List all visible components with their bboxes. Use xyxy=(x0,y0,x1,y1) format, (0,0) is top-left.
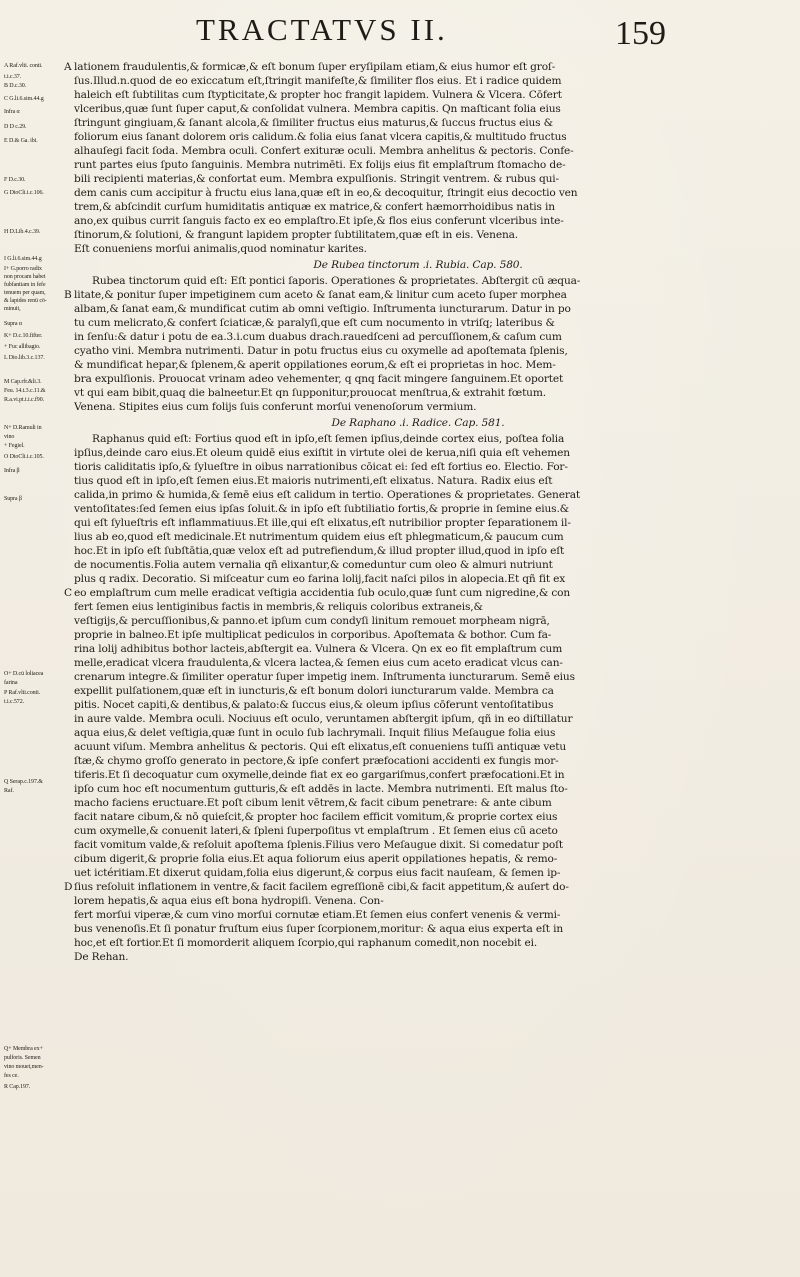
margin-note: O DioCli.i.c.105. xyxy=(4,454,44,460)
text-line: pitis. Nocet capiti,& dentibus,& palato:& ſuccus eius,& oleum ipſius cōferunt ventoſitatibus xyxy=(74,699,554,711)
text-line: fert ſemen eius lentiginibus factis in membris,& reliquis coloribus extraneis,& xyxy=(74,601,483,613)
margin-note: minuit, xyxy=(4,306,21,312)
text-line: acuunt viſum. Membra anhelitus & pectoris. Qui eſt elixatus,eſt conueniens tuſſi antiquæ vetu xyxy=(74,741,567,753)
text-line: ſus.Illud.n.quod de eo exiccatum eſt,ſtringit manifeſte,& ſimiliter flos eius. Et i radice quidem xyxy=(74,75,562,87)
margin-note: t.i.c.572. xyxy=(4,699,24,705)
text-line xyxy=(74,964,762,978)
text-line xyxy=(74,992,762,1006)
text-line xyxy=(74,1090,762,1104)
text-line: bra expulſionis. Prouocat vrinam adeo vehementer, q qnq facit mingere ſanguinem.Et oportet xyxy=(74,373,564,385)
margin-note: fubfantiam in fefe xyxy=(4,282,46,288)
text-line: in aure valde. Membra oculi. Nociuus eſt oculo, veruntamen abſtergit ipſum, qñ in eo diſtillatur xyxy=(74,713,573,725)
margin-note: M Cap.rfr.&li.3. xyxy=(4,379,42,385)
margin-note: E D.& Ga. ibi. xyxy=(4,138,38,144)
margin-note: H D.Lib.4.c.39. xyxy=(4,229,41,235)
margin-note: R Cap.197. xyxy=(4,1084,31,1090)
section-marker: D xyxy=(64,881,73,893)
text-line: plus q radix. Decoratio. Si miſceatur cum eo farina lolij,facit naſci pilos in alopecia.Et qñ fit ex xyxy=(74,573,566,585)
text-line xyxy=(74,1104,762,1118)
text-line: de nocumentis.Folia autem vernalia qñ elixantur,& comeduntur cum oleo & almuri nutriunt xyxy=(74,559,553,571)
text-line: proprie in balneo.Et ipſe multiplicat pediculos in corporibus. Apoſtemata & bothor. Cum fa- xyxy=(74,629,552,641)
text-line: cyatho vini. Membra nutrimenti. Datur in potu fructus eius cu oxymelle ad apoſtemata ſplenis, xyxy=(74,345,568,357)
running-title: TRACTATVS II. xyxy=(196,12,448,47)
margin-note: G DioCli.i.c.106. xyxy=(4,190,44,196)
text-line: eo emplaſtrum cum melle eradicat veſtigia accidentia ſub oculo,quæ ſunt cum nigredine,& con xyxy=(74,587,571,599)
text-line: foliorum eius ſanant dolorem oris calidum.& folia eius ſanat vlcera capitis,& multitudo fructus xyxy=(74,131,567,143)
text-line: melle,eradicat vlcera fraudulenta,& vlcera lactea,& ſemen eius cum aceto eradicat vlcus can- xyxy=(74,657,563,669)
margin-note: O+ D.cū loliacea xyxy=(4,671,44,677)
text-line: Eſt conueniens morſui animalis,quod nominatur karites. xyxy=(74,243,367,255)
text-line: alhauſegi facit ſoda. Membra oculi. Confert exituræ oculi. Membra anhelitus & pectoris. Confe- xyxy=(74,145,574,157)
text-line: expellit pulſationem,quæ eſt in iuncturis,& eſt bonum dolori iuncturarum valde. Membra ca xyxy=(74,685,554,697)
text-line: tu cum melicrato,& confert ſciaticæ,& paralyſi,que eſt cum nocumento in vtriſq; lateribus & xyxy=(74,317,555,329)
margin-note: A Raf.vlti. conti. xyxy=(4,63,43,69)
margin-note: P Raf.vlti.conti. xyxy=(4,690,41,696)
text-line xyxy=(74,1076,762,1090)
margin-note: + Fegiel. xyxy=(4,443,25,449)
next-entry-catchword xyxy=(74,1136,762,1150)
margin-note: K+ D.c.10.fifter. xyxy=(4,333,43,339)
text-line: in ſenſu:& datur i potu de ea.3.i.cum duabus drach.rauedſceni ad percuſſionem,& caſum cum xyxy=(74,331,562,343)
text-line xyxy=(74,1118,762,1132)
text-line xyxy=(74,1048,762,1062)
section-marker: B xyxy=(64,289,72,301)
margin-note: C G.li.6.sim.44.g xyxy=(4,96,44,102)
text-line: veſtigijs,& percuſſionibus,& panno.et ipſum cum condyſi linitum remouet morpheam nigrā, xyxy=(74,615,550,627)
margin-note: I+ G.porro radix xyxy=(4,266,42,272)
text-line: haleich eſt ſubtilitas cum ſtypticitate,& propter hoc frangit lapidem. Vulnera & Vlcera. Cōfert xyxy=(74,89,562,101)
text-line: & mundificat hepar,& ſplenem,& aperit oppilationes eorum,& eſt ei proprietas in hoc. Mem- xyxy=(74,359,556,371)
text-line: ipſo cum hoc eſt nocumentum gutturis,& eſt addēs in lacte. Membra nutrimenti. Eſt malus ſto- xyxy=(74,783,568,795)
text-line: ſtæ,& chymo groſſo generato in pectore,& ipſe confert præfocationi accidenti ex fungis mor- xyxy=(74,755,559,767)
margin-note: B D.c.30. xyxy=(4,83,27,89)
section-heading: De Rubea tinctorum .i. Rubia. Cap. 580. xyxy=(313,259,523,271)
text-line: bili recipienti materias,& confortat eum. Membra expulſionis. Stringit ventrem. & rubus qui- xyxy=(74,173,559,185)
text-line xyxy=(74,978,762,992)
section-marker: C xyxy=(64,587,73,599)
margin-note: Infra β xyxy=(4,468,20,474)
text-line: lorem hepatis,& aqua eius eſt bona hydropiſi. Venena. Con- xyxy=(74,895,384,907)
margin-note: D D c.29. xyxy=(4,124,27,130)
text-line: De Rehan. xyxy=(74,951,129,963)
margin-note: F D.c.30. xyxy=(4,177,26,183)
text-line: bus venenoſis.Et ſi ponatur fruſtum eius ſuper ſcorpionem,moritur: & aqua eius experta eſt in xyxy=(74,923,564,935)
margin-note: pulforis. Semen xyxy=(4,1055,41,1061)
text-line: hoc.Et in ipſo eſt ſubſtātia,quæ velox eſt ad putrefiendum,& illud propter illud,quod in ipſo eſt xyxy=(74,545,565,557)
text-line: tiferis.Et ſi decoquatur cum oxymelle,deinde fiat ex eo gargariſmus,confert præfocationi.Et in xyxy=(74,769,565,781)
margin-note: non procam habet xyxy=(4,274,46,280)
margin-note: vino xyxy=(4,434,15,440)
text-line: facit vomitum valde,& reſoluit apoſtema ſplenis.Filius vero Meſaugue dixit. Si comedatur poſt xyxy=(74,839,564,851)
text-line: ano,ex quibus currit ſanguis facto ex eo emplaſtro.Et ipſe,& flos eius conferunt vlceribus inte- xyxy=(74,215,564,227)
margin-note: t.i.c.37. xyxy=(4,74,22,80)
margin-note: Supra α xyxy=(4,321,22,327)
text-line xyxy=(74,1006,762,1020)
text-line: dem canis cum accipitur à fructu eius lana,quæ eſt in eo,& decoquitur, ſtringit eius decoctio ven xyxy=(74,187,578,199)
text-line: qui eſt ſylueſtris eſt inflammatiuus.Et ille,qui eſt elixatus,eſt nutribilior propter ſeparationem il- xyxy=(74,517,571,529)
text-line: lius ab eo,quod eſt medicinale.Et nutrimentum quidem eius eſt phlegmaticum,& paucum cum xyxy=(74,531,564,543)
margin-note: I G.li.6.sim.44.g xyxy=(4,256,42,262)
section-heading: De Raphano .i. Radice. Cap. 581. xyxy=(331,417,505,429)
text-line: macho faciens eructuare.Et poſt cibum lenit vētrem,& facit cibum penetrare: & ante cibum xyxy=(74,797,552,809)
text-line: vt qui eam bibit,quaq die balneetur.Et qn ſupponitur,prouocat menſtrua,& extrahit fœtum. xyxy=(74,387,546,399)
margin-note: Infra α xyxy=(4,109,20,115)
text-line: ventoſitates:ſed ſemen eius ipſas ſoluit.& in ipſo eſt ſubtiliatio fortis,& proprie in ſemine eius.& xyxy=(74,503,569,515)
text-line: crenarum integre.& ſimiliter operatur ſuper impetig inem. Inſtrumenta iuncturarum. Semē eius xyxy=(74,671,575,683)
margin-note: N+ D.Ramuli in xyxy=(4,425,42,431)
text-line xyxy=(74,1034,762,1048)
margin-note: R.a.vi.pt.t.i.c.f90. xyxy=(4,397,44,403)
margin-note: + Fuc allibagio. xyxy=(4,344,41,350)
text-line: ſtinorum,& ſolutioni, & frangunt lapidem propter ſubtilitatem,quæ eſt in eis. Venena. xyxy=(74,229,519,241)
margin-note: L Dio.lib.3.c.137. xyxy=(4,355,45,361)
margin-note: vino mouet,men- xyxy=(4,1064,44,1070)
text-line: Rubea tinctorum quid eſt: Eſt pontici ſaporis. Operationes & proprietates. Abſtergit cū æqua- xyxy=(92,275,581,287)
margin-note: Q+ Membra ex+ xyxy=(4,1046,43,1052)
margin-notes-column xyxy=(4,62,73,1242)
text-line: runt partes eius ſputo ſanguinis. Membra nutrimēti. Ex folijs eius fit emplaſtrum ſtomacho de- xyxy=(74,159,566,171)
page-number: 159 xyxy=(615,15,666,52)
margin-note: Q Serap.c.197.& xyxy=(4,779,43,785)
text-line: facit natare cibum,& nō quieſcit,& propter hoc facilem efficit vomitum,& proprie cortex eius xyxy=(74,811,558,823)
text-line: litate,& ponitur ſuper impetiginem cum aceto & ſanat eam,& linitur cum aceto ſuper morphea xyxy=(74,289,567,301)
text-line: ſius reſoluit inflationem in ventre,& facit facilem egreſſionē cibi,& facit appetitum,& auſert do- xyxy=(74,881,569,893)
text-line: hoc,et eſt fortior.Et ſi momorderit aliquem ſcorpio,qui raphanum comedit,non nocebit ei. xyxy=(74,937,538,949)
text-line: uet ictéritiam.Et dixerut quidam,folia eius digerunt,& corpus eius facit nauſeam, & ſemen ip- xyxy=(74,867,561,879)
text-line: aqua eius,& delet veſtigia,quæ ſunt in oculo ſub lachrymali. Inquit filius Meſaugue folia eius xyxy=(74,727,556,739)
text-line: fert morſui viperæ,& cum vino morſui cornutæ etiam.Et ſemen eius confert venenis & vermi- xyxy=(74,909,561,921)
text-line: Raphanus quid eſt: Fortius quod eſt in ipſo,eſt ſemen ipſius,deinde cortex eius, poſtea folia xyxy=(92,433,565,445)
margin-note: tenuem per quam, xyxy=(4,290,46,296)
margin-note: fes ce. xyxy=(4,1073,19,1079)
text-line: trem,& abſcindit curſum humiditatis antiquæ ex matrice,& confert hæmorrhoidibus natis in xyxy=(74,201,555,213)
text-line: vlceribus,quæ ſunt ſuper caput,& conſolidat vulnera. Membra capitis. Qn maſticant folia eius xyxy=(74,103,561,115)
text-line: calida,in primo & humida,& ſemē eius eſt calidum in tertio. Operationes & proprietates. Generat xyxy=(74,489,581,501)
text-line: lationem fraudulentis,& formicæ,& eſt bonum ſuper eryſipilam etiam,& eius humor eſt groſ- xyxy=(74,61,556,73)
text-line: cibum digerit,& proprie folia eius.Et aqua foliorum eius aperit oppilationes hepatis, & remo- xyxy=(74,853,558,865)
text-line: cum oxymelle,& conuenit lateri,& ſpleni ſuperpoſitus vt emplaſtrum . Et ſemen eius cū aceto xyxy=(74,825,558,837)
text-line: tioris caliditatis ipſo,& ſylueſtre in oibus narrationibus cōicat ei: ſed eſt fortius eo. Electio. For- xyxy=(74,461,568,473)
text-line xyxy=(74,1062,762,1076)
margin-note: Raf. xyxy=(4,788,14,794)
margin-note: Feu. 14.t.3.c.11.& xyxy=(4,388,46,394)
page-header xyxy=(196,14,666,56)
text-line xyxy=(74,1020,762,1034)
margin-note: & lapides renü cō- xyxy=(4,298,47,304)
section-marker: A xyxy=(64,61,72,73)
text-line: ſtringunt gingiuam,& ſanant alcola,& ſimiliter fructus eius maturus,& ſuccus fructus eius & xyxy=(74,117,553,129)
text-line: tius quod eſt in ipſo,eſt ſemen eius.Et maioris nutrimenti,eſt elixatus. Natura. Radix eius eſt xyxy=(74,475,553,487)
text-line: albam,& ſanat eam,& mundificat cutim ab omni veſtigio. Inſtrumenta iuncturarum. Datur in po xyxy=(74,303,571,315)
text-line: ipſius,deinde caro eius.Et oleum quidē eius exiſtit in virtute olei de kerua,niſi quia eſt vehemen xyxy=(74,447,570,459)
text-line: rina lolij adhibitus bothor lacteis,abſtergit ea. Vulnera & Vlcera. Qn ex eo fit emplaſtrum cum xyxy=(74,643,563,655)
main-text-column xyxy=(64,60,762,1230)
margin-note: Supra β xyxy=(4,496,22,502)
margin-note: farina xyxy=(4,680,18,686)
text-line: Venena. Stipites eius cum folijs ſuis conferunt morſui venenoſorum vermium. xyxy=(74,401,477,413)
